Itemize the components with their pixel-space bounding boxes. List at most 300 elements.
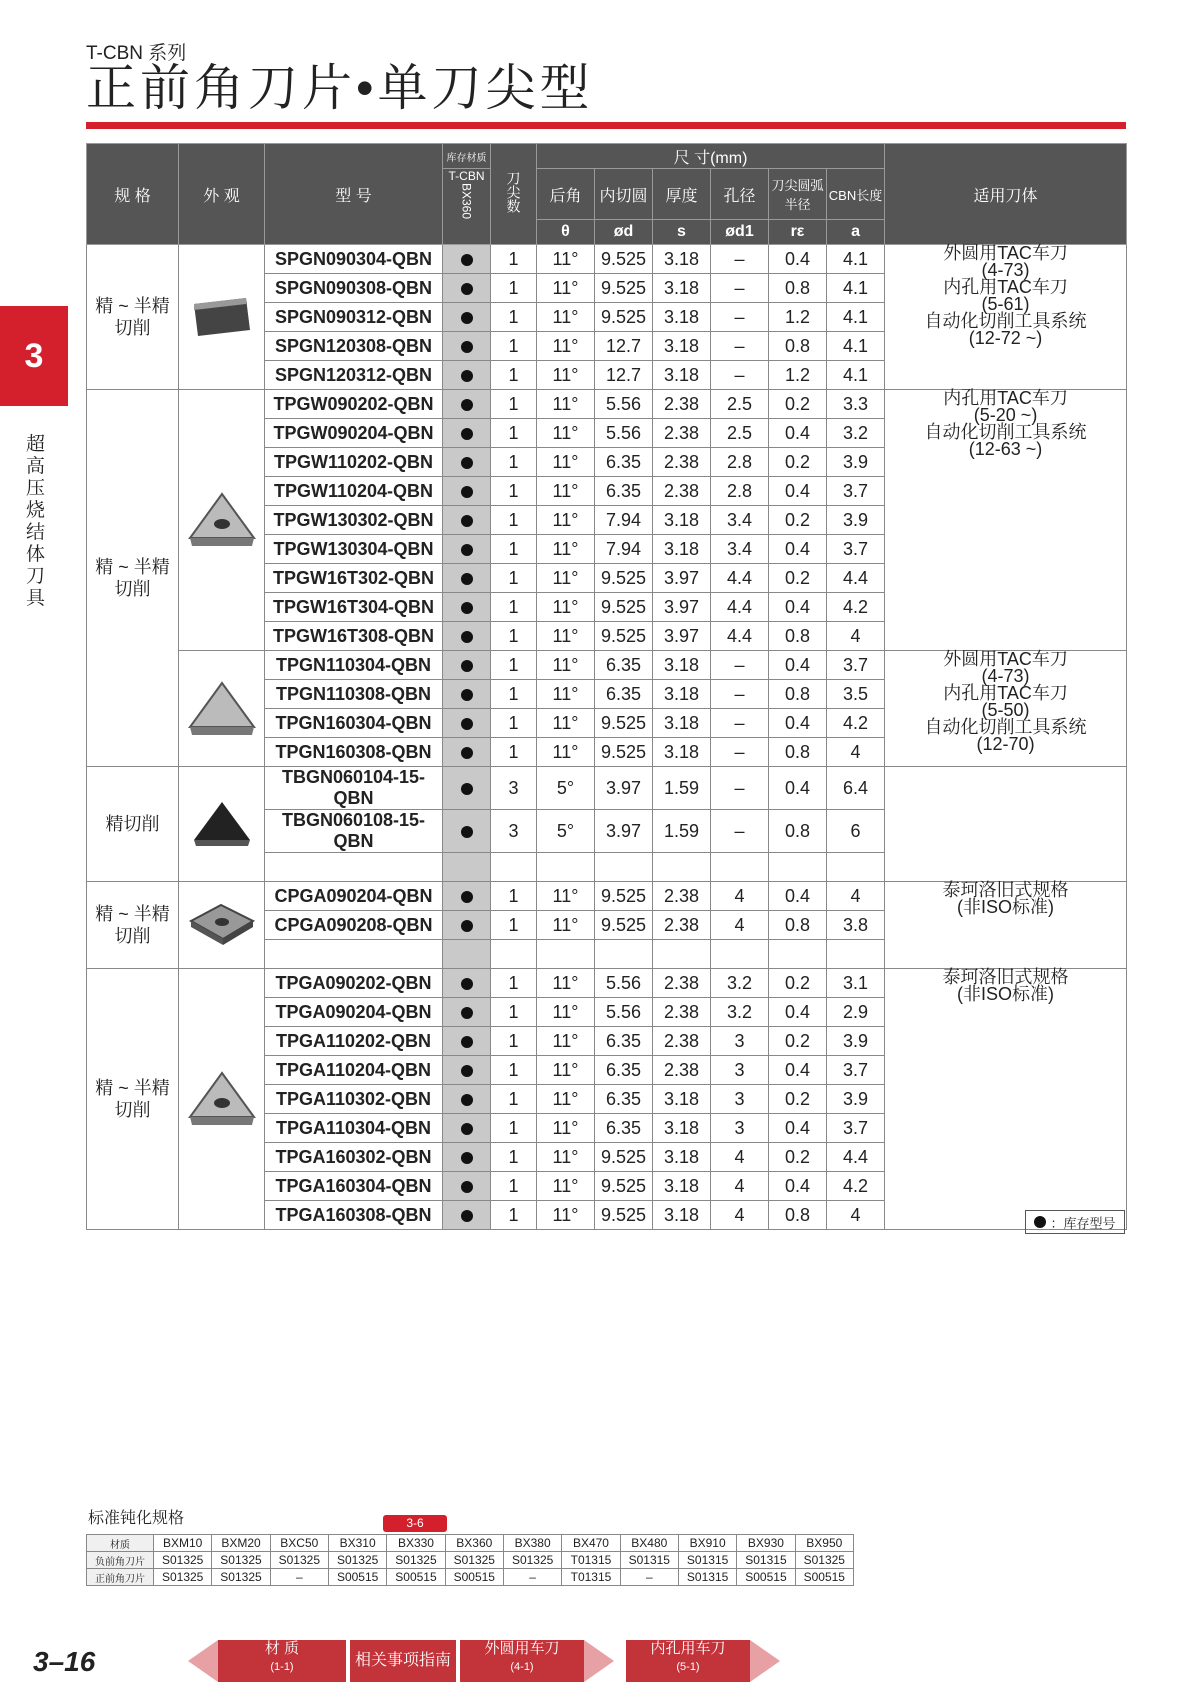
- model-cell: TBGN060108-15-QBN: [265, 810, 443, 853]
- nav-external-turning[interactable]: 外圆用车刀 (4-1): [460, 1640, 584, 1682]
- insert-image: [179, 651, 265, 767]
- value-cell: 3.18: [653, 738, 711, 767]
- model-cell: SPGN120308-QBN: [265, 332, 443, 361]
- stock-dot-icon: [461, 1094, 473, 1106]
- value-cell: 3.18: [653, 361, 711, 390]
- value-cell: 9.525: [595, 1201, 653, 1230]
- th-spec: 规 格: [87, 144, 179, 245]
- stock-dot-icon: [461, 660, 473, 672]
- model-cell: TPGN160308-QBN: [265, 738, 443, 767]
- value-cell: –: [711, 767, 769, 810]
- value-cell: 1: [491, 1172, 537, 1201]
- value-cell: 1.2: [769, 361, 827, 390]
- value-cell: 6.4: [827, 767, 885, 810]
- value-cell: 3.18: [653, 680, 711, 709]
- value-cell: 3.18: [653, 535, 711, 564]
- value-cell: 3: [711, 1056, 769, 1085]
- value-cell: 0.8: [769, 1201, 827, 1230]
- value-cell: 9.525: [595, 245, 653, 274]
- stock-cell: [443, 969, 491, 998]
- value-cell: 3.97: [653, 622, 711, 651]
- value-cell: 4.4: [711, 622, 769, 651]
- title-underline: [86, 122, 1126, 129]
- std-header-cell: BXM20: [212, 1535, 270, 1552]
- value-cell: 1: [491, 1201, 537, 1230]
- value-cell: 1: [491, 390, 537, 419]
- value-cell: 11°: [537, 738, 595, 767]
- prev-arrow-icon[interactable]: [188, 1640, 218, 1682]
- model-cell: TPGA160302-QBN: [265, 1143, 443, 1172]
- stock-dot-icon: [461, 573, 473, 585]
- model-cell: TPGA110204-QBN: [265, 1056, 443, 1085]
- value-cell: 0.4: [769, 477, 827, 506]
- value-cell: 11°: [537, 651, 595, 680]
- value-cell: 0.4: [769, 245, 827, 274]
- model-cell: SPGN120312-QBN: [265, 361, 443, 390]
- value-cell: 3.18: [653, 332, 711, 361]
- insert-table: [86, 143, 1127, 1230]
- value-cell: 4.4: [711, 564, 769, 593]
- nav-internal-turning[interactable]: 内孔用车刀 (5-1): [626, 1640, 750, 1682]
- th-model: 型 号: [265, 144, 443, 245]
- th-dims: 尺 寸(mm): [537, 144, 885, 169]
- stock-dot-icon: [461, 1210, 473, 1222]
- std-header-row: [87, 1535, 854, 1552]
- std-header-cell: BX330: [387, 1535, 445, 1552]
- value-cell: 2.38: [653, 1056, 711, 1085]
- value-cell: 11°: [537, 622, 595, 651]
- value-cell: 11°: [537, 390, 595, 419]
- value-cell: 3.7: [827, 477, 885, 506]
- th-sym-5: a: [827, 220, 885, 245]
- table-row: [87, 651, 1127, 680]
- stock-cell: [443, 593, 491, 622]
- insert-image: [179, 969, 265, 1230]
- stock-dot-icon: [461, 457, 473, 469]
- value-cell: 0.4: [769, 1172, 827, 1201]
- value-cell: 1: [491, 911, 537, 940]
- value-cell: 1: [491, 1027, 537, 1056]
- value-cell: 0.8: [769, 738, 827, 767]
- stock-dot-icon: [461, 920, 473, 932]
- value-cell: 2.38: [653, 1027, 711, 1056]
- value-cell: 3.4: [711, 506, 769, 535]
- series-label: T-CBN 系列: [86, 43, 187, 64]
- model-cell: SPGN090308-QBN: [265, 274, 443, 303]
- value-cell: 3.97: [595, 810, 653, 853]
- value-cell: 7.94: [595, 535, 653, 564]
- value-cell: 0.8: [769, 680, 827, 709]
- holder-line: (非ISO标准): [957, 984, 1055, 1004]
- value-cell: 9.525: [595, 738, 653, 767]
- value-cell: 4.4: [711, 593, 769, 622]
- std-cell: S01315: [620, 1552, 678, 1569]
- grade-cell: 精 ~ 半精切削: [87, 882, 179, 969]
- holder-line: (12-63 ~): [968, 439, 1043, 459]
- value-cell: 0.8: [769, 911, 827, 940]
- th-sym-1: ød: [595, 220, 653, 245]
- holder-line: 泰珂洛旧式规格: [942, 880, 1069, 900]
- table-row: [87, 245, 1127, 274]
- table-row: [87, 767, 1127, 810]
- value-cell: 11°: [537, 448, 595, 477]
- value-cell: 0.2: [769, 564, 827, 593]
- value-cell: 3.18: [653, 1172, 711, 1201]
- th-sym-0: θ: [537, 220, 595, 245]
- next-arrow-icon[interactable]: [584, 1640, 614, 1682]
- stock-dot-icon: [461, 1181, 473, 1193]
- value-cell: 1.59: [653, 810, 711, 853]
- value-cell: 4.2: [827, 1172, 885, 1201]
- stock-cell: [443, 738, 491, 767]
- value-cell: –: [711, 274, 769, 303]
- value-cell: 6.35: [595, 651, 653, 680]
- value-cell: 2.38: [653, 998, 711, 1027]
- std-cell: T01315: [562, 1569, 620, 1586]
- value-cell: 4: [827, 882, 885, 911]
- table-row: [87, 882, 1127, 911]
- value-cell: 0.4: [769, 535, 827, 564]
- std-row: [87, 1552, 854, 1569]
- model-cell: TPGW110202-QBN: [265, 448, 443, 477]
- value-cell: 7.94: [595, 506, 653, 535]
- page-number: 3–16: [33, 1646, 96, 1677]
- stock-cell: [443, 1085, 491, 1114]
- std-cell: S01325: [445, 1552, 503, 1569]
- std-honing-ref-badge[interactable]: 3-6: [383, 1515, 447, 1532]
- holder-line: 自动化切削工具系统: [924, 311, 1087, 331]
- th-col-0: 后角: [537, 169, 595, 220]
- value-cell: 0.4: [769, 1056, 827, 1085]
- value-cell: –: [711, 709, 769, 738]
- th-stock-material: 库存材质: [443, 144, 491, 169]
- value-cell: 0.4: [769, 593, 827, 622]
- value-cell: 1: [491, 1114, 537, 1143]
- value-cell: 0.8: [769, 274, 827, 303]
- value-cell: 11°: [537, 882, 595, 911]
- value-cell: 1: [491, 1143, 537, 1172]
- value-cell: 1: [491, 564, 537, 593]
- value-cell: 6.35: [595, 477, 653, 506]
- holder-line: 泰珂洛旧式规格: [942, 967, 1069, 987]
- holder-line: (4-73): [981, 666, 1030, 686]
- value-cell: 1: [491, 680, 537, 709]
- model-cell: TPGA110202-QBN: [265, 1027, 443, 1056]
- value-cell: 2.38: [653, 911, 711, 940]
- std-header-cell: BX910: [678, 1535, 736, 1552]
- model-cell: TPGN160304-QBN: [265, 709, 443, 738]
- stock-cell: [443, 448, 491, 477]
- stock-cell: [443, 810, 491, 853]
- legend-text: ：库存型号: [1050, 1215, 1116, 1231]
- std-header-cell: BXM10: [154, 1535, 212, 1552]
- holder-cell: [885, 882, 1127, 969]
- value-cell: 11°: [537, 1201, 595, 1230]
- value-cell: 9.525: [595, 593, 653, 622]
- holder-cell: [885, 245, 1127, 390]
- value-cell: 11°: [537, 564, 595, 593]
- value-cell: 3.2: [711, 998, 769, 1027]
- model-cell: TPGA110302-QBN: [265, 1085, 443, 1114]
- std-cell: S01315: [678, 1569, 736, 1586]
- stock-cell: [443, 680, 491, 709]
- legend: [1025, 1210, 1125, 1234]
- value-cell: 1: [491, 998, 537, 1027]
- value-cell: 6.35: [595, 1056, 653, 1085]
- holder-line: 自动化切削工具系统: [924, 422, 1087, 442]
- model-cell: TPGA090204-QBN: [265, 998, 443, 1027]
- value-cell: 4: [711, 1143, 769, 1172]
- insert-table-body: [87, 245, 1127, 1230]
- value-cell: 1: [491, 419, 537, 448]
- model-cell: TPGN110308-QBN: [265, 680, 443, 709]
- value-cell: 0.2: [769, 969, 827, 998]
- value-cell: 3.18: [653, 709, 711, 738]
- stock-cell: [443, 390, 491, 419]
- model-cell: SPGN090312-QBN: [265, 303, 443, 332]
- std-cell: –: [270, 1569, 328, 1586]
- std-cell: S00515: [328, 1569, 386, 1586]
- value-cell: 3.18: [653, 274, 711, 303]
- stock-dot-icon: [461, 718, 473, 730]
- std-cell: S01325: [387, 1552, 445, 1569]
- value-cell: 3.18: [653, 245, 711, 274]
- holder-line: (非ISO标准): [957, 897, 1055, 917]
- stock-dot-icon: [461, 747, 473, 759]
- value-cell: 11°: [537, 1056, 595, 1085]
- holder-line: (5-50): [981, 700, 1030, 720]
- value-cell: 3.18: [653, 1114, 711, 1143]
- value-cell: 1: [491, 477, 537, 506]
- value-cell: 4.2: [827, 593, 885, 622]
- std-header-cell: BX950: [795, 1535, 853, 1552]
- th-col-2: 厚度: [653, 169, 711, 220]
- stock-cell: [443, 303, 491, 332]
- th-corners: 刀尖数: [491, 144, 537, 245]
- value-cell: 9.525: [595, 1172, 653, 1201]
- value-cell: 11°: [537, 1143, 595, 1172]
- grade-cell: 精 ~ 半精切削: [87, 969, 179, 1230]
- stock-dot-icon: [461, 891, 473, 903]
- std-header-cell: BX480: [620, 1535, 678, 1552]
- value-cell: 6.35: [595, 1027, 653, 1056]
- value-cell: 2.38: [653, 969, 711, 998]
- insert-image: [179, 390, 265, 651]
- value-cell: 6.35: [595, 680, 653, 709]
- model-cell: TPGN110304-QBN: [265, 651, 443, 680]
- value-cell: 2.38: [653, 477, 711, 506]
- value-cell: 3.7: [827, 1114, 885, 1143]
- value-cell: 11°: [537, 361, 595, 390]
- value-cell: 4: [827, 622, 885, 651]
- triangle-hole-insert-icon: [186, 1069, 258, 1129]
- value-cell: 5.56: [595, 419, 653, 448]
- value-cell: 4.4: [827, 1143, 885, 1172]
- value-cell: 11°: [537, 506, 595, 535]
- th-sym-2: s: [653, 220, 711, 245]
- triangle-hole-insert-icon: [186, 490, 258, 550]
- stock-cell: [443, 245, 491, 274]
- square-insert-icon: [190, 292, 254, 342]
- holder-line: (12-72 ~): [968, 328, 1043, 348]
- std-row: [87, 1569, 854, 1586]
- value-cell: 3.18: [653, 1201, 711, 1230]
- value-cell: 6.35: [595, 1114, 653, 1143]
- value-cell: 2.38: [653, 448, 711, 477]
- std-header-cell: BXC50: [270, 1535, 328, 1552]
- value-cell: 1.59: [653, 767, 711, 810]
- model-cell: SPGN090304-QBN: [265, 245, 443, 274]
- std-cell: S00515: [445, 1569, 503, 1586]
- triangle-insert-icon: [186, 679, 258, 739]
- stock-cell: [443, 882, 491, 911]
- insert-image: [179, 767, 265, 882]
- value-cell: 4: [827, 738, 885, 767]
- th-tcbn: T-CBN BX360: [443, 169, 491, 245]
- value-cell: 1: [491, 506, 537, 535]
- value-cell: 4.1: [827, 361, 885, 390]
- value-cell: 11°: [537, 998, 595, 1027]
- model-cell: TPGA090202-QBN: [265, 969, 443, 998]
- value-cell: 11°: [537, 1027, 595, 1056]
- model-cell: TPGW130304-QBN: [265, 535, 443, 564]
- value-cell: 3.1: [827, 969, 885, 998]
- holder-cell: [885, 767, 1127, 882]
- stock-cell: [443, 564, 491, 593]
- value-cell: 4.1: [827, 274, 885, 303]
- table-row: [87, 390, 1127, 419]
- value-cell: 1: [491, 593, 537, 622]
- value-cell: 11°: [537, 535, 595, 564]
- std-cell: 负前角刀片: [87, 1552, 154, 1569]
- value-cell: 0.8: [769, 810, 827, 853]
- value-cell: 11°: [537, 419, 595, 448]
- value-cell: 11°: [537, 680, 595, 709]
- value-cell: 3.18: [653, 1085, 711, 1114]
- holder-line: 外圆用TAC车刀: [943, 649, 1068, 669]
- value-cell: 1: [491, 1056, 537, 1085]
- stock-cell: [443, 1143, 491, 1172]
- std-header-cell: BX310: [328, 1535, 386, 1552]
- stock-cell: [443, 1114, 491, 1143]
- value-cell: 3: [491, 767, 537, 810]
- value-cell: 9.525: [595, 564, 653, 593]
- value-cell: 0.4: [769, 419, 827, 448]
- value-cell: 0.4: [769, 767, 827, 810]
- value-cell: 11°: [537, 332, 595, 361]
- value-cell: 1: [491, 274, 537, 303]
- th-bx360: BX360: [459, 183, 474, 220]
- value-cell: 3: [491, 810, 537, 853]
- stock-cell: [443, 622, 491, 651]
- holder-line: 内孔用TAC车刀: [943, 683, 1068, 703]
- std-cell: S01325: [154, 1552, 212, 1569]
- value-cell: 4: [711, 911, 769, 940]
- stock-dot-icon: [461, 1007, 473, 1019]
- value-cell: 0.4: [769, 1114, 827, 1143]
- holder-line: 外圆用TAC车刀: [943, 243, 1068, 263]
- th-col-3: 孔径: [711, 169, 769, 220]
- stock-dot-icon: [461, 1036, 473, 1048]
- value-cell: 3.7: [827, 651, 885, 680]
- th-sym-4: rε: [769, 220, 827, 245]
- holder-line: 内孔用TAC车刀: [943, 388, 1068, 408]
- std-cell: S01315: [737, 1552, 795, 1569]
- model-cell: TPGW16T308-QBN: [265, 622, 443, 651]
- value-cell: 4.1: [827, 332, 885, 361]
- value-cell: –: [711, 361, 769, 390]
- value-cell: 11°: [537, 1114, 595, 1143]
- value-cell: 1: [491, 622, 537, 651]
- value-cell: 5.56: [595, 998, 653, 1027]
- value-cell: 4: [711, 1172, 769, 1201]
- value-cell: 11°: [537, 969, 595, 998]
- stock-dot-icon: [461, 312, 473, 324]
- value-cell: 1: [491, 332, 537, 361]
- std-cell: 正前角刀片: [87, 1569, 154, 1586]
- grade-cell: 精 ~ 半精切削: [87, 245, 179, 390]
- stock-cell: [443, 709, 491, 738]
- value-cell: 6: [827, 810, 885, 853]
- grade-cell: 精切削: [87, 767, 179, 882]
- value-cell: 1: [491, 535, 537, 564]
- model-cell: TPGW16T302-QBN: [265, 564, 443, 593]
- stock-dot-icon: [461, 428, 473, 440]
- stock-cell: [443, 419, 491, 448]
- value-cell: 3.8: [827, 911, 885, 940]
- value-cell: 3.2: [711, 969, 769, 998]
- std-cell: –: [503, 1569, 561, 1586]
- value-cell: 1: [491, 245, 537, 274]
- stock-dot-icon: [461, 544, 473, 556]
- value-cell: 11°: [537, 709, 595, 738]
- nav-guide[interactable]: 相关事项指南: [350, 1640, 456, 1682]
- stock-dot-icon: [461, 1152, 473, 1164]
- std-cell: S01315: [678, 1552, 736, 1569]
- stock-cell: [443, 361, 491, 390]
- stock-dot-icon: [461, 631, 473, 643]
- stock-cell: [443, 998, 491, 1027]
- value-cell: 1: [491, 448, 537, 477]
- value-cell: 4: [711, 882, 769, 911]
- next-arrow-icon-2[interactable]: [750, 1640, 780, 1682]
- value-cell: 9.525: [595, 709, 653, 738]
- value-cell: 3.9: [827, 506, 885, 535]
- value-cell: 1: [491, 361, 537, 390]
- model-cell: TPGW110204-QBN: [265, 477, 443, 506]
- value-cell: 11°: [537, 274, 595, 303]
- insert-image: [179, 882, 265, 969]
- holder-line: 自动化切削工具系统: [924, 717, 1087, 737]
- value-cell: 1: [491, 709, 537, 738]
- holder-cell: [885, 390, 1127, 651]
- nav-materials[interactable]: 材 质 (1-1): [218, 1640, 346, 1682]
- value-cell: 0.2: [769, 1027, 827, 1056]
- stock-cell: [443, 651, 491, 680]
- value-cell: –: [711, 738, 769, 767]
- value-cell: 2.38: [653, 419, 711, 448]
- model-cell: TPGW16T304-QBN: [265, 593, 443, 622]
- chapter-vertical-label: 超高压烧结体刀具: [26, 434, 46, 609]
- std-cell: S00515: [387, 1569, 445, 1586]
- value-cell: 3.18: [653, 506, 711, 535]
- value-cell: 0.2: [769, 390, 827, 419]
- value-cell: 11°: [537, 245, 595, 274]
- value-cell: 3.18: [653, 1143, 711, 1172]
- std-honing-table: [86, 1534, 854, 1586]
- chapter-tab[interactable]: 3: [0, 306, 68, 406]
- stock-dot-icon: [461, 602, 473, 614]
